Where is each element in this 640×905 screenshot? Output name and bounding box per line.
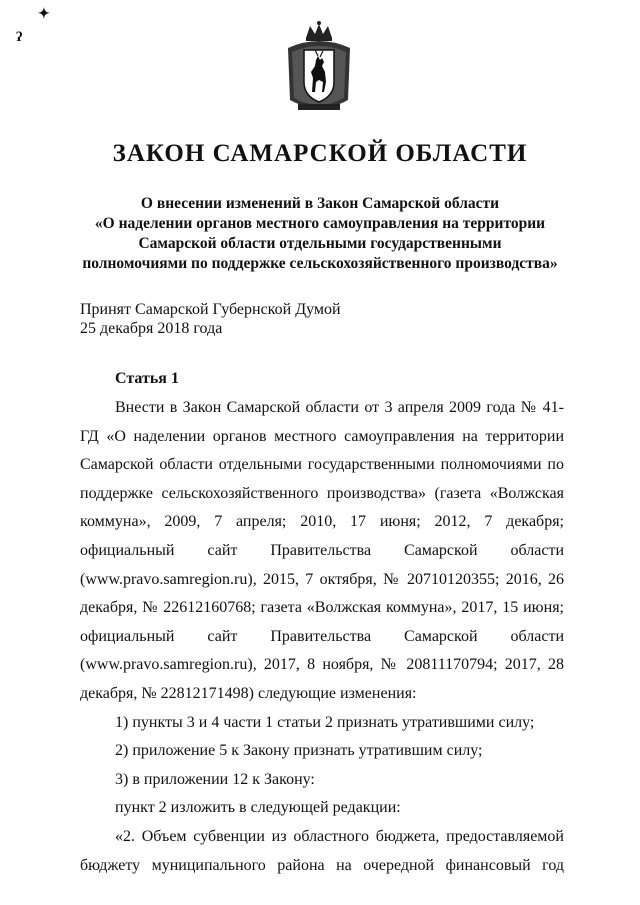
scan-mark: ✦ xyxy=(38,7,50,22)
law-subtitle xyxy=(60,194,580,274)
adoption-info xyxy=(80,300,341,338)
adoption-body: Принят Самарской Губернской Думой xyxy=(80,301,341,318)
subtitle-line: полномочиями по поддержке сельскохозяйственного производства» xyxy=(82,255,558,272)
list-item: 2) приложение 5 к Закону признать утратившим силу; xyxy=(115,742,483,760)
subtitle-line: О внесении изменений в Закон Самарской области xyxy=(140,195,500,212)
subtitle-line: Самарской области отдельными государственными xyxy=(138,235,502,252)
article-main-paragraph: Внести в Закон Самарской области от 3 апреля 2009 года № 41-ГД «О наделении органов местного самоуправления на территории Самарской области отдельными государственными полномочиями по поддержке сельскохозяйственного производства» (газета «Волжская коммуна», 2009, 7 апреля; 2010, 17 июня; 2012, 7 декабря; официальный сайт Правительства Самарской области (www.pravo.samregion.ru), 2015, 7 октября, № 20710120355; 2016, 26 декабря, № 22612160768; газета «Волжская коммуна», 2017, 15 июня; официальный сайт Правительства Самарской области (www.pravo.samregion.ru), 2017, 8 ноября, № 20811170794; 2017, 28 декабря, № 22812171498) следующие изменения: xyxy=(80,399,564,702)
list-subitem: пункт 2 изложить в следующей редакции: xyxy=(115,799,401,817)
quoted-text: «2. Объем субвенции из областного бюджета, предоставляемой бюджету муниципального района на очередной финансовый год xyxy=(80,827,564,874)
list-item: 3) в приложении 12 к Закону: xyxy=(115,770,315,788)
list-item: 1) пункты 3 и 4 части 1 статьи 2 признать утратившими силу; xyxy=(115,713,535,731)
scan-mark: ʔ xyxy=(16,30,23,45)
article-body xyxy=(80,394,564,880)
adoption-date: 25 декабря 2018 года xyxy=(80,320,223,337)
subtitle-line: «О наделении органов местного самоуправления на территории xyxy=(94,215,546,232)
article-title: Статья 1 xyxy=(115,370,179,387)
coat-of-arms-icon xyxy=(282,20,356,116)
law-title: ЗАКОН САМАРСКОЙ ОБЛАСТИ xyxy=(112,140,528,167)
